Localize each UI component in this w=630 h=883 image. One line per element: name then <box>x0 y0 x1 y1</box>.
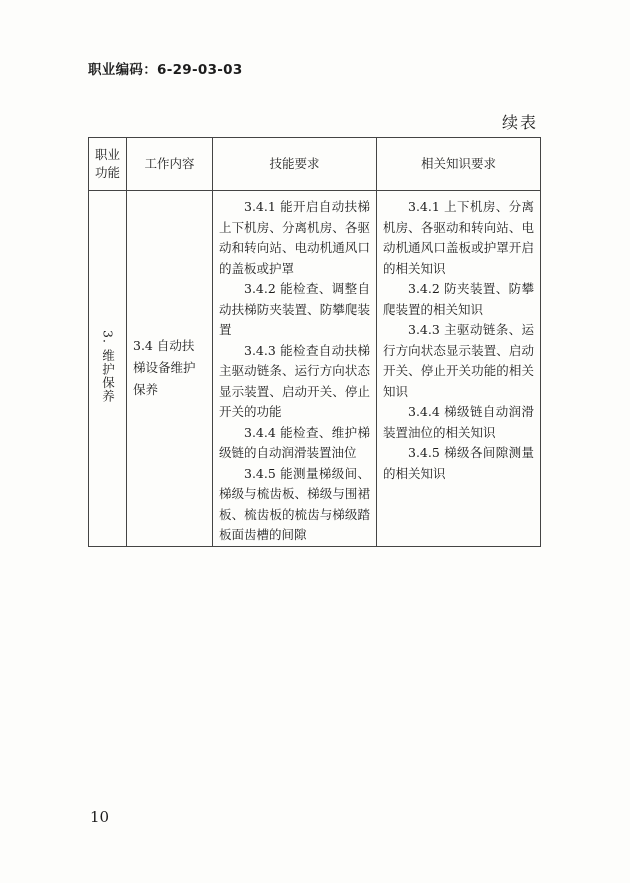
table-header-row <box>89 138 541 191</box>
header-work: 工作内容 <box>127 138 213 191</box>
function-cell <box>89 191 127 547</box>
skill-item: 3.4.4 能检查、维护梯级链的自动润滑装置油位 <box>219 424 370 460</box>
work-cell: 3.4 自动扶梯设备维护保养 <box>127 191 213 547</box>
skills-cell <box>213 191 377 547</box>
skill-requirements-table <box>88 137 541 547</box>
skill-item: 3.4.5 能测量梯级间、梯级与梳齿板、梯级与围裙板、梳齿板的梳齿与梯级踏板面齿槽的间隙 <box>219 465 370 542</box>
continued-label: 续表 <box>501 113 538 132</box>
skill-item: 3.4.1 能开启自动扶梯上下机房、分离机房、各驱动和转向站、电动机通风口的盖板或护罩 <box>219 199 370 276</box>
knowledge-item: 3.4.1 上下机房、分离机房、各驱动和转向站、电动机通风口盖板或护罩开启的相关知识 <box>383 199 534 276</box>
header-function: 职业功能 <box>89 138 127 191</box>
knowledge-item: 3.4.4 梯级链自动润滑装置油位的相关知识 <box>383 404 534 440</box>
knowledge-item: 3.4.2 防夹装置、防攀爬装置的相关知识 <box>383 281 534 317</box>
table-row <box>89 191 541 547</box>
page-number: 10 <box>90 808 110 826</box>
header-knowledge: 相关知识要求 <box>377 138 541 191</box>
occupation-code: 职业编码：6-29-03-03 <box>88 62 243 78</box>
skill-item: 3.4.2 能检查、调整自动扶梯防夹装置、防攀爬装置 <box>219 281 370 337</box>
header-skills: 技能要求 <box>213 138 377 191</box>
knowledge-item: 3.4.3 主驱动链条、运行方向状态显示装置、启动开关、停止开关功能的相关知识 <box>383 322 534 399</box>
function-text: 3. 维护保养 <box>100 330 116 404</box>
knowledge-item: 3.4.5 梯级各间隙测量的相关知识 <box>383 445 534 481</box>
skill-item: 3.4.3 能检查自动扶梯主驱动链条、运行方向状态显示装置、启动开关、停止开关的功能 <box>219 342 370 419</box>
knowledge-cell <box>377 191 541 547</box>
